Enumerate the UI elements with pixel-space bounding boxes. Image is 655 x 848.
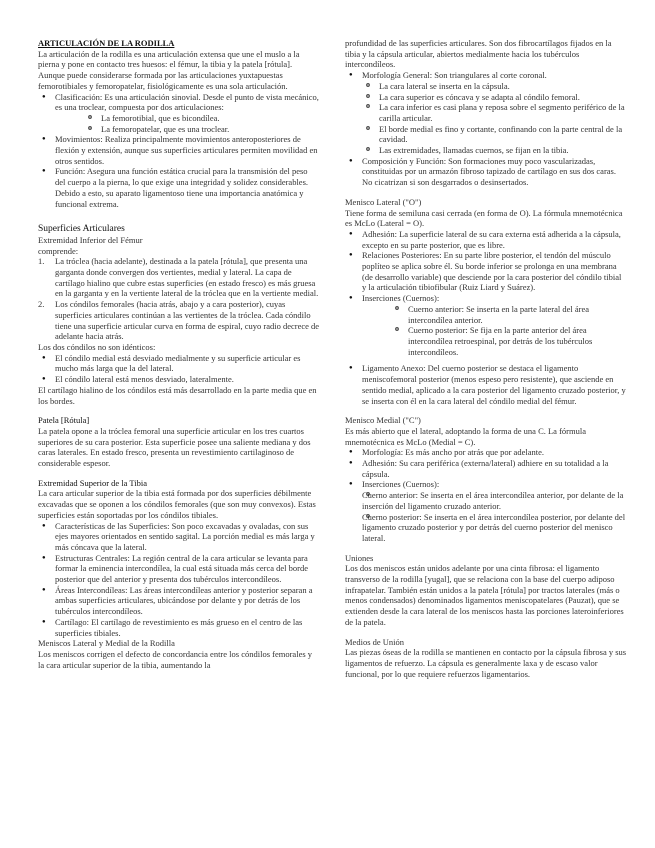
sub-list-item: o La cara inferior es casi plana y reposa sobre el segmento periférico de la carilla articular. bbox=[345, 102, 627, 123]
left-column bbox=[38, 38, 320, 670]
list-item: ● Composición y Función: Son formaciones muy poco vascularizadas, constituidas por un armazón fibroso tapizado de cartílago en sus dos caras. No cicatrizan si son desgarrados o desinsertados. bbox=[345, 156, 627, 188]
section-heading: Menisco Medial ("C") bbox=[345, 415, 421, 426]
list-item bbox=[38, 299, 320, 342]
list-number: 2. bbox=[38, 299, 45, 310]
list-item bbox=[38, 256, 320, 299]
sub-list-item: o Las extremidades, llamadas cuernos, se fijan en la tibia. bbox=[345, 145, 627, 156]
paragraph: Es más abierto que el lateral, adoptando la forma de una C. La fórmula mnemotécnica es McLo (Medial = C). bbox=[345, 425, 586, 447]
bullet-list bbox=[345, 447, 627, 543]
subsection-heading: Extremidad Inferior del Fémur bbox=[38, 234, 143, 245]
bullet-list bbox=[38, 353, 320, 385]
list-item: ● Adhesión: La superficie lateral de su cara externa está adherida a la cápsula, excepto en su parte posterior, que es libre. bbox=[345, 229, 627, 250]
paragraph: La cara articular superior de la tibia está formada por dos superficies débilmente excavadas que se oponen a los cóndilos femorales (que son muy convexos). Estas superficies están soportadas por los cóndilos tibiales. bbox=[38, 488, 316, 520]
bullet-list bbox=[345, 229, 627, 406]
paragraph: Los dos cóndilos no son idénticos: bbox=[38, 341, 156, 352]
section-heading: Patela [Rótula] bbox=[38, 415, 90, 426]
list-item: ● Morfología: Es más ancho por atrás que por adelante. bbox=[345, 447, 627, 458]
list-item-text: Los cóndilos femorales (hacia atrás, abajo y a cara posterior), cuyas superficies articulares continúan a las vertientes de la tróclea. Cada cóndilo tiene una superficie articular curva en forma de espiral, cuyo radio decrece de adelante hacia atrás. bbox=[55, 299, 320, 342]
list-item-text: La tróclea (hacia adelante), destinada a la patela [rótula], que presenta una garganta donde convergen dos vertientes, medial y lateral. La capa de cartílago hialino que cubre estas superficies (en estado fresco) es más gruesa en la garganta y en la vertiente lateral de la tróclea que en la vertiente medial. bbox=[55, 256, 319, 299]
sub-list-item: o Cuerno posterior: Se inserta en el área intercondílea posterior, por delante del ligamento cruzado posterior y por detrás del cuerno posterior del menisco lateral. bbox=[345, 512, 627, 544]
sub-list-item: o Cuerno anterior: Se inserta en el área intercondílea anterior, por delante de la inserción del ligamento cruzado anterior. bbox=[345, 490, 627, 511]
paragraph: El cartílago hialino de los cóndilos está más desarrollado en la parte media que en los bordes. bbox=[38, 384, 317, 406]
section-heading: Extremidad Superior de la Tibia bbox=[38, 477, 148, 488]
bullet-list bbox=[38, 521, 320, 639]
list-number: 1. bbox=[38, 256, 45, 267]
paragraph: Tiene forma de semiluna casi cerrada (en forma de O). La fórmula mnemotécnica es McLo (Lateral = O). bbox=[345, 207, 623, 229]
list-item: ● El cóndilo lateral está menos desviado, lateralmente. bbox=[38, 374, 320, 385]
numbered-list bbox=[38, 256, 320, 342]
list-item: ● El cóndilo medial está desviado medialmente y su superficie articular es mucho más larga que la del lateral. bbox=[38, 353, 320, 374]
clasificacion-sub-item: o La femoropatelar, que es una troclear. bbox=[38, 124, 320, 135]
paragraph: Los meniscos corrigen el defecto de concordancia entre los cóndilos femorales y la cara articular superior de la tibia, aumentando la bbox=[38, 648, 313, 670]
clasificacion-sub-item: o La femorotibial, que es bicondílea. bbox=[38, 113, 320, 124]
list-item: ● Adhesión: Su cara periférica (externa/lateral) adhiere en su totalidad a la cápsula. bbox=[345, 458, 627, 479]
section-heading: Uniones bbox=[345, 552, 374, 563]
section-heading: Medios de Unión bbox=[345, 636, 405, 647]
sub-list-item: o La cara superior es cóncava y se adapta al cóndilo femoral. bbox=[345, 92, 627, 103]
list-item: ● Inserciones (Cuernos): bbox=[345, 293, 627, 304]
section-heading: Meniscos Lateral y Medial de la Rodilla bbox=[38, 638, 175, 649]
paragraph: comprende: bbox=[38, 245, 79, 256]
right-column bbox=[345, 38, 627, 679]
list-item: ● Inserciones (Cuernos): bbox=[345, 479, 627, 490]
bullet-list bbox=[345, 70, 627, 188]
sub-list-item: o Cuerno posterior: Se fija en la parte anterior del área intercondílea retroespinal, por detrás de los tubérculos intercondíleos. bbox=[345, 325, 627, 357]
list-item: ● Relaciones Posteriores: En su parte libre posterior, el tendón del músculo poplíteo se aplica sobre él. Su borde inferior se prolonga en una membrana (de desarrollo variable) que desciende por la cara posterior del cóndilo tibial y la articulación tibiofibular (Ruiz Liard y Suárez). bbox=[345, 250, 627, 293]
sub-list-item: o La cara lateral se inserta en la cápsula. bbox=[345, 81, 627, 92]
list-item: ● Cartílago: El cartílago de revestimiento es más grueso en el centro de las superficies tibiales. bbox=[38, 617, 320, 638]
list-item: ● Características de las Superficies: Son poco excavadas y ovaladas, con sus ejes mayores orientados en sentido sagital. La porción medial es más larga y más cóncava que la lateral. bbox=[38, 521, 320, 553]
document-title: ARTICULACIÓN DE LA RODILLA bbox=[38, 38, 175, 48]
paragraph: Los dos meniscos están unidos adelante por una cinta fibrosa: el ligamento transverso de la rodilla [yugal], que se relaciona con la base del cuerpo adiposo infrapatelar. También están unidos a la patela [rótula] por tractos laterales (más o menos condensados) denominados ligamentos meniscopatelares (Pauzat), que se extienden desde la cara lateral de los meniscos hasta las porciones lateroinferiores de la patela. bbox=[345, 563, 624, 627]
section-heading: Menisco Lateral ("O") bbox=[345, 196, 422, 207]
funcion-item: ● Función: Asegura una función estática crucial para la transmisión del peso del cuerpo a la pierna, lo que exige una integridad y solidez considerables. Debido a esto, su aparato ligamentoso tiene una importancia anatómica y funcional extrema. bbox=[38, 166, 320, 209]
paragraph: La patela opone a la tróclea femoral una superficie articular en los tres cuartos superiores de su cara posterior. Esta superficie posee una saliente mediana y dos caras laterales. En estado fresco, presenta un revestimiento cartilaginoso de considerable espesor. bbox=[38, 425, 311, 469]
list-item: ● Ligamento Anexo: Del cuerno posterior se destaca el ligamento meniscofemoral posterior (menos espeso pero resistente), que asciende en sentido medial, aplicado a la cara posterior del ligamento cruzado posterior, y se inserta con él en la cara lateral del cóndilo medial del fémur. bbox=[345, 363, 627, 406]
list-item: ● Áreas Intercondíleas: Las áreas intercondíleas anterior y posterior separan a ambas superficies articulares, ubicándose por delante y por detrás de los tubérculos intercondíleos. bbox=[38, 585, 320, 617]
paragraph: profundidad de las superficies articulares. Son dos fibrocartílagos fijados en la tibia y la cápsula articular, abiertos medialmente hacia los tubérculos intercondíleos. bbox=[345, 38, 612, 70]
paragraph: Las piezas óseas de la rodilla se mantienen en contacto por la cápsula fibrosa y sus ligamentos de refuerzo. La cápsula es generalmente laxa y de escaso valor funcional, por lo que requiere refuerzos ligamentarios. bbox=[345, 647, 627, 679]
movimientos-item: ● Movimientos: Realiza principalmente movimientos anteroposteriores de flexión y extensión, aunque sus superficies articulares permiten movilidad en otros sentidos. bbox=[38, 134, 320, 166]
clasificacion-item: ● Clasificación: Es una articulación sinovial. Desde el punto de vista mecánico, es una troclear, compuesta por dos articulaciones: bbox=[38, 92, 320, 113]
sub-list-item: o El borde medial es fino y cortante, confinando con la parte central de la cavidad. bbox=[345, 124, 627, 145]
sub-list-item: o Cuerno anterior: Se inserta en la parte lateral del área intercondílea anterior. bbox=[345, 304, 627, 325]
intro-paragraph: La articulación de la rodilla es una articulación extensa que une el muslo a la pierna y pone en contacto tres huesos: el fémur, la tibia y la patela [rótula]. Aunque puede considerarse formada por las articulaciones yuxtapuestas femorotibiales y femoropatelar, fisiológicamente es una sola articulación. bbox=[38, 48, 300, 91]
list-item: ● Estructuras Centrales: La región central de la cara articular se levanta para formar la eminencia intercondílea, la cual está situada más cerca del borde posterior que del anterior y presenta dos tubérculos intercondíleos. bbox=[38, 553, 320, 585]
properties-list bbox=[38, 92, 320, 210]
section-heading: Superficies Articulares bbox=[38, 224, 125, 235]
list-item: ● Morfología General: Son triangulares al corte coronal. bbox=[345, 70, 627, 81]
